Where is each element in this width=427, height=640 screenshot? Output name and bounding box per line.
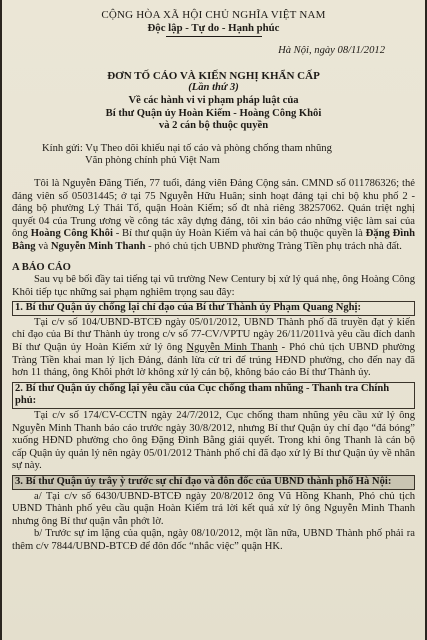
intro-name-1: Hoàng Công Khôi [30, 228, 113, 240]
national-motto: Độc lập - Tự do - Hạnh phúc [147, 21, 280, 34]
intro-text-a: Tôi là Nguyễn Đăng Tiến, 77 tuổi, đảng viên Đảng Cộng sản. CMND số 011786326; thẻ đảng viên số 05031445; ở tại 75 Nguyễn Hữu Huân; sinh hoạt đảng tại chi bộ khu phố 2 - đảng bộ phường Lý Thái Tổ, quận Hoàn Kiếm; số đt nhà riêng 38257062. Quán triệt nghị quyết 04 của Trung ương về công tác xây dựng đảng, tôi xin báo cáo những việc làm sai của ông [12, 177, 415, 240]
document-date: Hà Nội, ngày 08/11/2012 [278, 45, 385, 57]
intro-name-3: Nguyễn Minh Thanh [50, 240, 146, 252]
recipient-line-1: Kính gửi: Vụ Theo dõi khiếu nại tố cáo và phòng chống tham nhũng [42, 142, 332, 154]
item-1-body-a: Tại c/v số 104/UBND-BTCĐ ngày 05/01/2012, UBND Thành phố đã truyền đạt ý kiến chỉ đạo của Bí thư Thành ủy trong c/v số 77-CV/VPTU ngày 26/11/2011và yêu cầu đích danh Bí thư Quận ủy Hoàn Kiếm xử lý ông [12, 316, 415, 354]
item-1-heading: 1. Bí thư Quận ủy chống lại chỉ đạo của Bí thư Thành ủy Phạm Quang Nghị: [12, 301, 415, 316]
document-title: ĐƠN TỐ CÁO VÀ KIẾN NGHỊ KHẨN CẤP [107, 69, 320, 82]
section-a-intro: Sau vụ bê bối đầy tai tiếng tại vũ trường New Century bị xử lý quá nhẹ, ông Hoàng Công Khôi tiếp tục những sai phạm nghiêm trọng sau đây: [12, 274, 415, 298]
document-subject-line-3: và 2 cán bộ thuộc quyền [158, 120, 269, 132]
document-title-sub: (Lần thứ 3) [188, 82, 239, 94]
item-1-underlined-name: Nguyễn Minh Thanh [186, 342, 278, 354]
intro-paragraph [12, 178, 415, 254]
document-page [2, 0, 425, 640]
item-1-body [12, 317, 415, 380]
motto-underline [166, 36, 262, 37]
item-1-body-b: - Phó chủ tịch UBND phường Tràng Tiền khai man lý lịch Đảng, đánh lừa cử tri để trúng HĐND phường, cho đến nay đã hơn 11 tháng, ông Khôi phớt lờ không xử lý cán bộ, không báo cáo Bí thư Thành ủy. [12, 342, 415, 379]
item-2-body: Tại c/v số 174/CV-CCTN ngày 24/7/2012, Cục chống tham nhũng yêu cầu xử lý ông Nguyễn Minh Thanh báo cáo trước ngày 30/8/2012, nhưng Bí thư Quận ủy chỉ đạo “đá bóng” xuống HĐND phường cho ông Đặng Đình Bằng giải quyết. Trong khi ông Thanh là cán bộ cấp Quận ủy quản lý nên ngày 05/01/2012 Thành phố chỉ đã đạo xử lý Bí thư Quận ủy về nhân sự này. [12, 410, 415, 472]
item-3-heading: 3. Bí thư Quận ủy trây ỳ trước sự chỉ đạo và đôn đốc của UBND thành phố Hà Nội: [12, 475, 415, 490]
document-subject-line-1: Về các hành vi vi phạm pháp luật của [128, 94, 299, 106]
item-3-body-b: b/ Trước sự im lặng của quận, ngày 08/10/2012, một lần nữa, UBND Thành phố phải ra thêm c/v 7844/UBND-BTCĐ để đôn đốc “nhắc việc” quận HK. [12, 528, 415, 552]
intro-text-c: và [35, 240, 51, 252]
section-a-heading: A BÁO CÁO [12, 261, 71, 273]
item-3-body-a: a/ Tại c/v số 6430/UBND-BTCĐ ngày 20/8/2012 ông Vũ Hồng Khanh, Phó chủ tịch UBND Thành phố yêu cầu quận Hoàn Kiếm trả lời kết quả xử lý ông Nguyễn Minh Thanh nhưng ông Bí thư quận vẫn phớt lờ. [12, 490, 415, 527]
item-2-heading: 2. Bí thư Quận ủy chống lại yêu cầu của Cục chống tham nhũng - Thanh tra Chính phủ: [12, 382, 415, 409]
intro-text-d: - phó chủ tịch UBND phường Tràng Tiền phụ trách nhà đất. [145, 240, 402, 252]
intro-text-b: - Bí thư quận ủy Hoàn Kiếm và hai cán bộ thuộc quyền là [112, 228, 366, 240]
intro-name-2: Đặng Đình Bằng [12, 228, 415, 252]
country-name: CỘNG HÒA XÃ HỘI CHỦ NGHĨA VIỆT NAM [101, 9, 326, 21]
document-subject-line-2: Bí thư Quận ủy Hoàn Kiếm - Hoàng Công Khôi [105, 107, 322, 119]
recipient-line-2: Văn phòng chính phủ Việt Nam [85, 155, 220, 167]
